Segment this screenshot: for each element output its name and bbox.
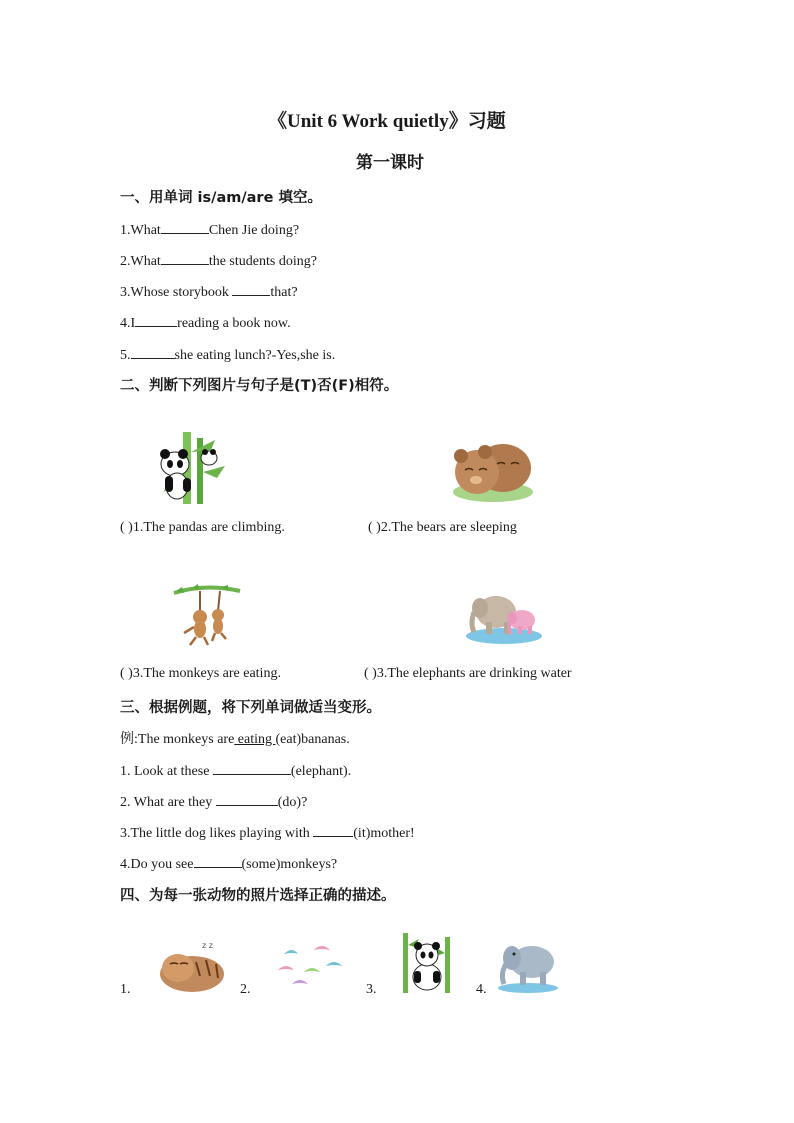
answer-blank-4[interactable] — [135, 312, 177, 327]
section-4-heading: 四、为每一张动物的照片选择正确的描述。 — [120, 888, 396, 904]
flying-birds-picture — [264, 940, 348, 992]
fill-blank-item-5: 5. she eating lunch?-Yes,she is. — [120, 344, 335, 364]
fill-blank-item-1: 1.What Chen Jie doing? — [120, 219, 299, 239]
true-false-item-4[interactable]: ( )3.The elephants are drinking water — [364, 666, 572, 681]
svg-text:z z: z z — [202, 941, 213, 950]
sleeping-tiger-picture — [156, 936, 228, 994]
word-form-blank-4[interactable] — [194, 853, 242, 868]
page-title: 《Unit 6 Work quietly》习题 — [268, 111, 506, 132]
word-form-item-4: 4.Do you see (some)monkeys? — [120, 853, 337, 873]
word-form-item-2: 2. What are they (do)? — [120, 791, 307, 811]
page-subtitle: 第一课时 — [356, 153, 424, 173]
answer-blank-1[interactable] — [161, 219, 209, 234]
example-answer: eating — [234, 732, 276, 747]
word-form-blank-1[interactable] — [213, 760, 291, 775]
photo-number-1: 1. — [120, 982, 131, 997]
photo-number-4: 4. — [476, 982, 487, 997]
answer-blank-5[interactable] — [131, 344, 175, 359]
word-form-blank-3[interactable] — [313, 822, 353, 837]
section-1-heading: 一、用单词 is/am/are 填空。 — [120, 190, 322, 206]
example-sentence: 例:The monkeys are eating (eat)bananas. — [120, 732, 350, 747]
monkeys-on-vine-picture — [172, 583, 242, 647]
answer-blank-3[interactable] — [232, 281, 270, 296]
fill-blank-item-3: 3.Whose storybook that? — [120, 281, 298, 301]
word-form-blank-2[interactable] — [216, 791, 278, 806]
true-false-item-1[interactable]: ( )1.The pandas are climbing. — [120, 520, 285, 535]
sleeping-bears-picture — [447, 434, 535, 504]
section-2-heading: 二、判断下列图片与句子是(T)否(F)相符。 — [120, 378, 399, 394]
true-false-item-3[interactable]: ( )3.The monkeys are eating. — [120, 666, 281, 681]
word-form-item-1: 1. Look at these (elephant). — [120, 760, 351, 780]
panda-with-bamboo-picture — [397, 933, 455, 993]
photo-number-3: 3. — [366, 982, 377, 997]
answer-blank-2[interactable] — [161, 250, 209, 265]
word-form-item-3: 3.The little dog likes playing with (it)mother! — [120, 822, 415, 842]
fill-blank-item-2: 2.What the students doing? — [120, 250, 317, 270]
elephants-in-water-picture — [464, 584, 544, 646]
elephant-drinking-picture — [494, 938, 560, 994]
true-false-item-2[interactable]: ( )2.The bears are sleeping — [368, 520, 517, 535]
photo-number-2: 2. — [240, 982, 251, 997]
panda-on-bamboo-picture — [153, 432, 229, 504]
fill-blank-item-4: 4.I reading a book now. — [120, 312, 291, 332]
section-3-heading: 三、根据例题，将下列单词做适当变形。 — [120, 700, 381, 716]
